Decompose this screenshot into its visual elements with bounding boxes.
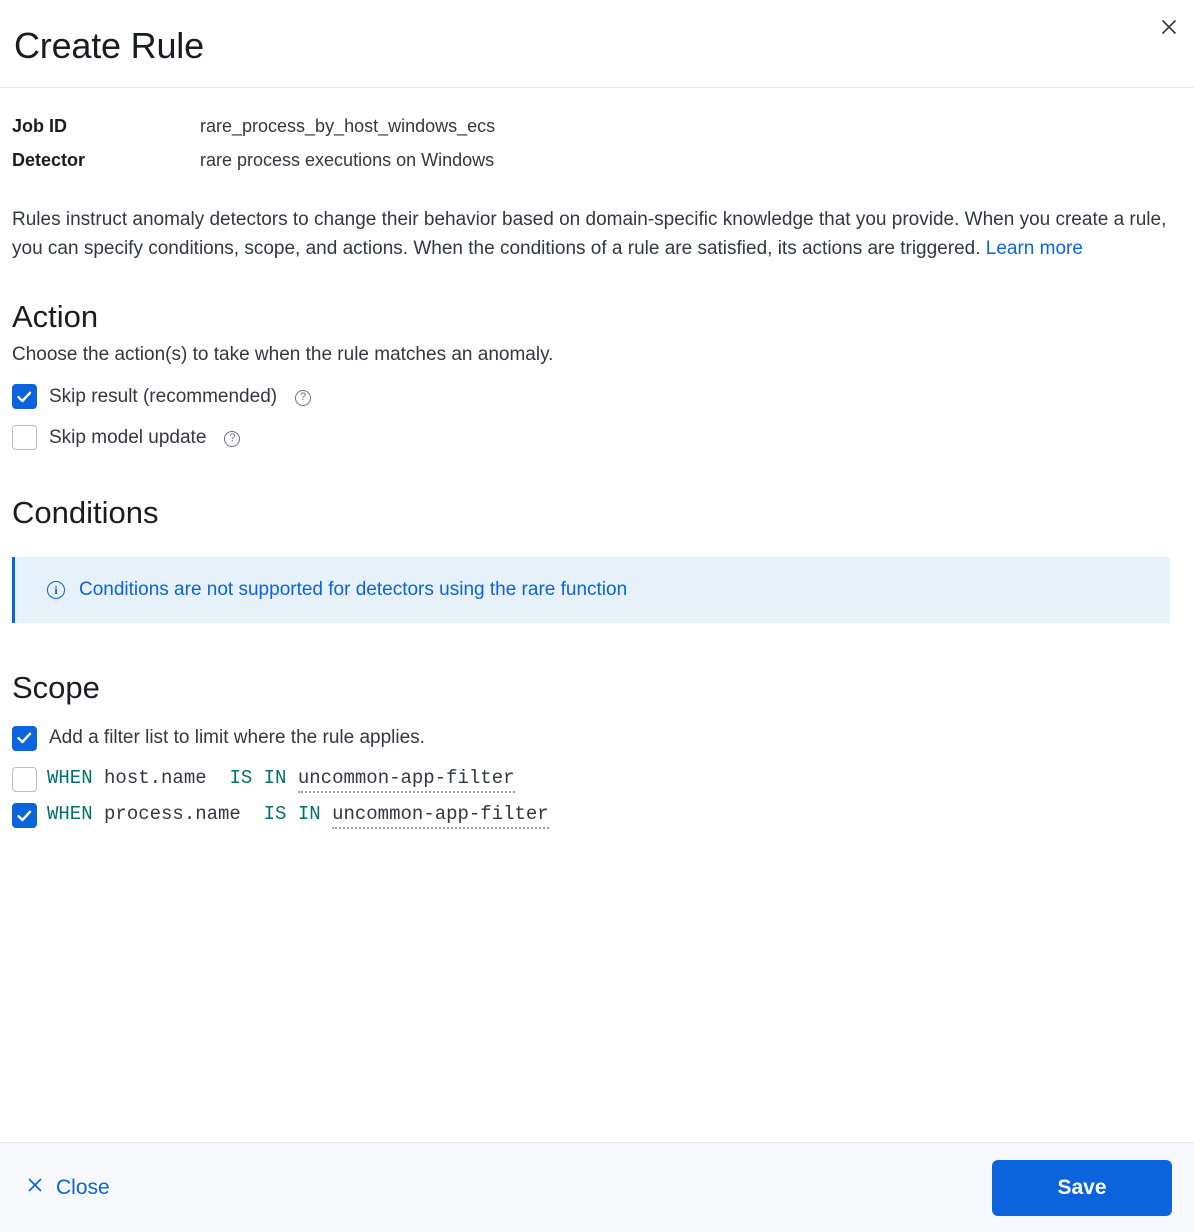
filter-field: host.name	[104, 766, 207, 789]
scope-enable-label: Add a filter list to limit where the rule applies.	[49, 727, 425, 749]
scope-filter-expression	[47, 767, 515, 793]
skip-result-label: Skip result (recommended)	[49, 385, 278, 407]
help-icon[interactable]: ?	[224, 431, 240, 447]
action-option-skip-result[interactable]	[12, 384, 1170, 409]
close-icon	[26, 1176, 44, 1200]
page-title: Create Rule	[14, 25, 204, 66]
detector-label: Detector	[12, 150, 86, 171]
modal-body	[0, 88, 1194, 1142]
save-button[interactable]: Save	[992, 1160, 1172, 1216]
scope-section	[12, 669, 1170, 829]
filter-value[interactable]: uncommon-app-filter	[332, 803, 549, 829]
intro-paragraph	[12, 205, 1170, 264]
filter-operator: IS IN	[263, 802, 321, 825]
close-icon[interactable]	[1152, 10, 1186, 44]
close-button-label: Close	[56, 1175, 110, 1199]
modal-footer	[0, 1142, 1194, 1232]
modal-header	[0, 0, 1194, 88]
scope-enable-checkbox[interactable]	[12, 726, 37, 751]
job-id-label: Job ID	[12, 116, 68, 137]
action-option-skip-model-update[interactable]	[12, 425, 1170, 450]
scope-filter-checkbox-process-name[interactable]	[12, 803, 37, 828]
learn-more-link[interactable]: Learn more	[985, 238, 1083, 260]
metadata-row-detector	[12, 148, 495, 182]
scope-filter-row[interactable]	[12, 767, 1170, 793]
filter-value[interactable]: uncommon-app-filter	[298, 767, 515, 793]
filter-when-keyword: WHEN	[47, 802, 93, 825]
metadata-row-job-id	[12, 114, 495, 148]
scope-filter-row[interactable]	[12, 803, 1170, 829]
filter-operator: IS IN	[229, 766, 287, 789]
conditions-callout-text: Conditions are not supported for detectors using the rare function	[79, 579, 628, 601]
close-button[interactable]	[22, 1170, 114, 1206]
filter-field: process.name	[104, 802, 241, 825]
skip-result-checkbox[interactable]	[12, 384, 37, 409]
scope-filter-expression	[47, 803, 549, 829]
scope-enable-row[interactable]	[12, 726, 1170, 751]
conditions-title: Conditions	[12, 495, 159, 531]
filter-when-keyword: WHEN	[47, 766, 93, 789]
conditions-callout	[12, 557, 1170, 623]
help-icon[interactable]: ?	[295, 390, 311, 406]
action-section	[12, 298, 1170, 451]
scope-filter-checkbox-host-name[interactable]	[12, 767, 37, 792]
action-subtitle: Choose the action(s) to take when the rule matches an anomaly.	[12, 344, 554, 366]
info-icon: i	[47, 581, 65, 599]
conditions-section	[12, 494, 1170, 623]
scope-title: Scope	[12, 670, 100, 706]
skip-model-update-label: Skip model update	[49, 426, 207, 448]
job-id-value: rare_process_by_host_windows_ecs	[200, 116, 496, 137]
job-metadata	[12, 114, 495, 183]
action-title: Action	[12, 298, 99, 334]
detector-value: rare process executions on Windows	[200, 150, 495, 171]
intro-text: Rules instruct anomaly detectors to change their behavior based on domain-specific knowledge that you provide. When you create a rule, you can specify conditions, scope, and actions. When the conditions of a rule are satisfied, its actions are triggered.	[12, 208, 1167, 260]
skip-model-update-checkbox[interactable]	[12, 425, 37, 450]
